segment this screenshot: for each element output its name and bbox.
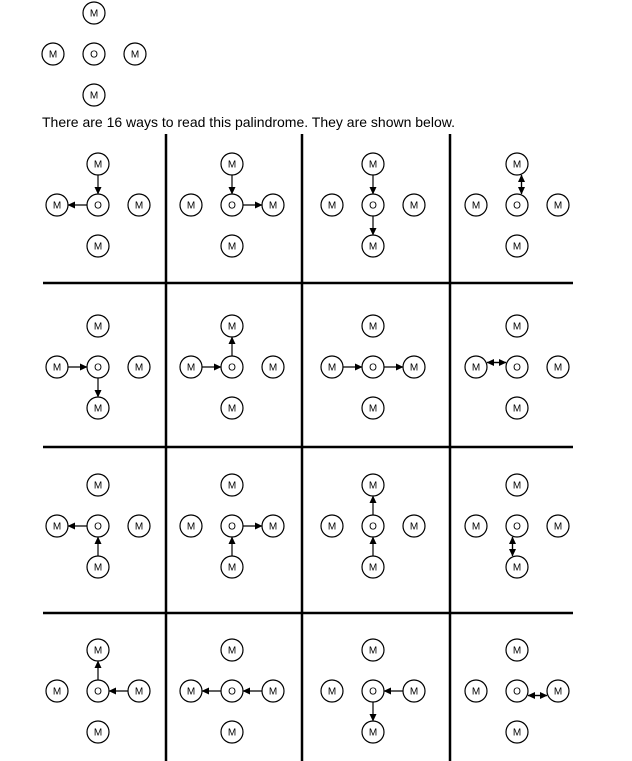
top-letter: M [368,480,378,492]
center-letter: O [94,362,102,374]
right-letter: M [553,686,563,698]
left-letter: M [52,521,62,533]
reading-cell-r4-c3 [321,639,425,743]
bottom-letter: M [93,727,103,739]
reading-cell-r1-c1 [46,153,150,257]
bottom-letter: M [227,403,237,415]
right-letter: M [553,521,563,533]
reading-cell-r3-c4 [465,474,569,578]
reading-cell-r2-c4 [465,315,569,419]
left-letter: M [471,686,481,698]
center-letter: O [369,521,377,533]
right-letter: M [268,521,278,533]
reading-cell-r2-c1 [46,315,150,419]
top-letter: M [512,480,522,492]
center-letter: O [513,362,521,374]
bottom-letter: M [512,562,522,574]
top-letter: M [89,8,99,20]
top-letter: M [227,159,237,171]
top-letter: M [512,321,522,333]
center-letter: O [369,686,377,698]
top-letter: M [93,480,103,492]
right-letter: M [134,686,144,698]
bottom-letter: M [368,562,378,574]
reading-cell-r1-c4 [465,153,569,257]
left-letter: M [327,521,337,533]
right-letter: M [130,49,140,61]
reading-cell-r1-c3 [321,153,425,257]
left-letter: M [186,521,196,533]
center-letter: O [228,686,236,698]
bottom-letter: M [93,241,103,253]
top-letter: M [93,645,103,657]
left-letter: M [327,686,337,698]
caption-text: There are 16 ways to read this palindrome. They are shown below. [42,114,455,130]
center-letter: O [513,200,521,212]
reading-cell-r4-c4 [465,639,569,743]
bottom-letter: M [512,727,522,739]
bottom-letter: M [93,562,103,574]
top-letter: M [512,645,522,657]
top-letter: M [93,159,103,171]
bottom-letter: M [512,241,522,253]
bottom-letter: M [227,562,237,574]
reading-cell-r3-c2 [180,474,284,578]
center-letter: O [94,686,102,698]
left-letter: M [52,686,62,698]
left-letter: M [327,362,337,374]
center-letter: O [90,49,98,61]
reading-cell-r3-c3 [321,474,425,578]
bottom-letter: M [227,241,237,253]
right-letter: M [134,521,144,533]
bottom-letter: M [368,403,378,415]
center-letter: O [228,362,236,374]
left-letter: M [471,521,481,533]
reading-cell-r4-c1 [46,639,150,743]
top-letter: M [227,480,237,492]
right-letter: M [134,200,144,212]
center-letter: O [513,521,521,533]
top-letter: M [227,645,237,657]
left-letter: M [186,200,196,212]
center-letter: O [513,686,521,698]
right-letter: M [268,200,278,212]
center-letter: O [94,200,102,212]
reading-cell-r2-c2 [180,315,284,419]
reading-cell-r3-c1 [46,474,150,578]
right-letter: M [134,362,144,374]
bottom-letter: M [512,403,522,415]
left-letter: M [327,200,337,212]
center-letter: O [228,521,236,533]
right-letter: M [409,686,419,698]
left-letter: M [471,362,481,374]
right-letter: M [409,362,419,374]
bottom-letter: M [227,727,237,739]
right-letter: M [553,362,563,374]
grid-lines [43,134,573,761]
reading-cell-r1-c2 [180,153,284,257]
right-letter: M [553,200,563,212]
top-letter: M [368,321,378,333]
center-letter: O [369,362,377,374]
reading-cell-r4-c2 [180,639,284,743]
bottom-letter: M [368,241,378,253]
bottom-letter: M [368,727,378,739]
reading-cell-r2-c3 [321,315,425,419]
top-letter: M [368,645,378,657]
left-letter: M [186,686,196,698]
center-letter: O [228,200,236,212]
center-letter: O [369,200,377,212]
bottom-letter: M [93,403,103,415]
top-letter: M [227,321,237,333]
right-letter: M [268,686,278,698]
top-letter: M [93,321,103,333]
left-letter: M [52,200,62,212]
right-letter: M [268,362,278,374]
top-letter: M [512,159,522,171]
center-letter: O [94,521,102,533]
top-letter: M [368,159,378,171]
reference-palindrome [42,2,146,106]
right-letter: M [409,521,419,533]
left-letter: M [48,49,58,61]
bottom-letter: M [89,90,99,102]
left-letter: M [471,200,481,212]
left-letter: M [186,362,196,374]
left-letter: M [52,362,62,374]
right-letter: M [409,200,419,212]
